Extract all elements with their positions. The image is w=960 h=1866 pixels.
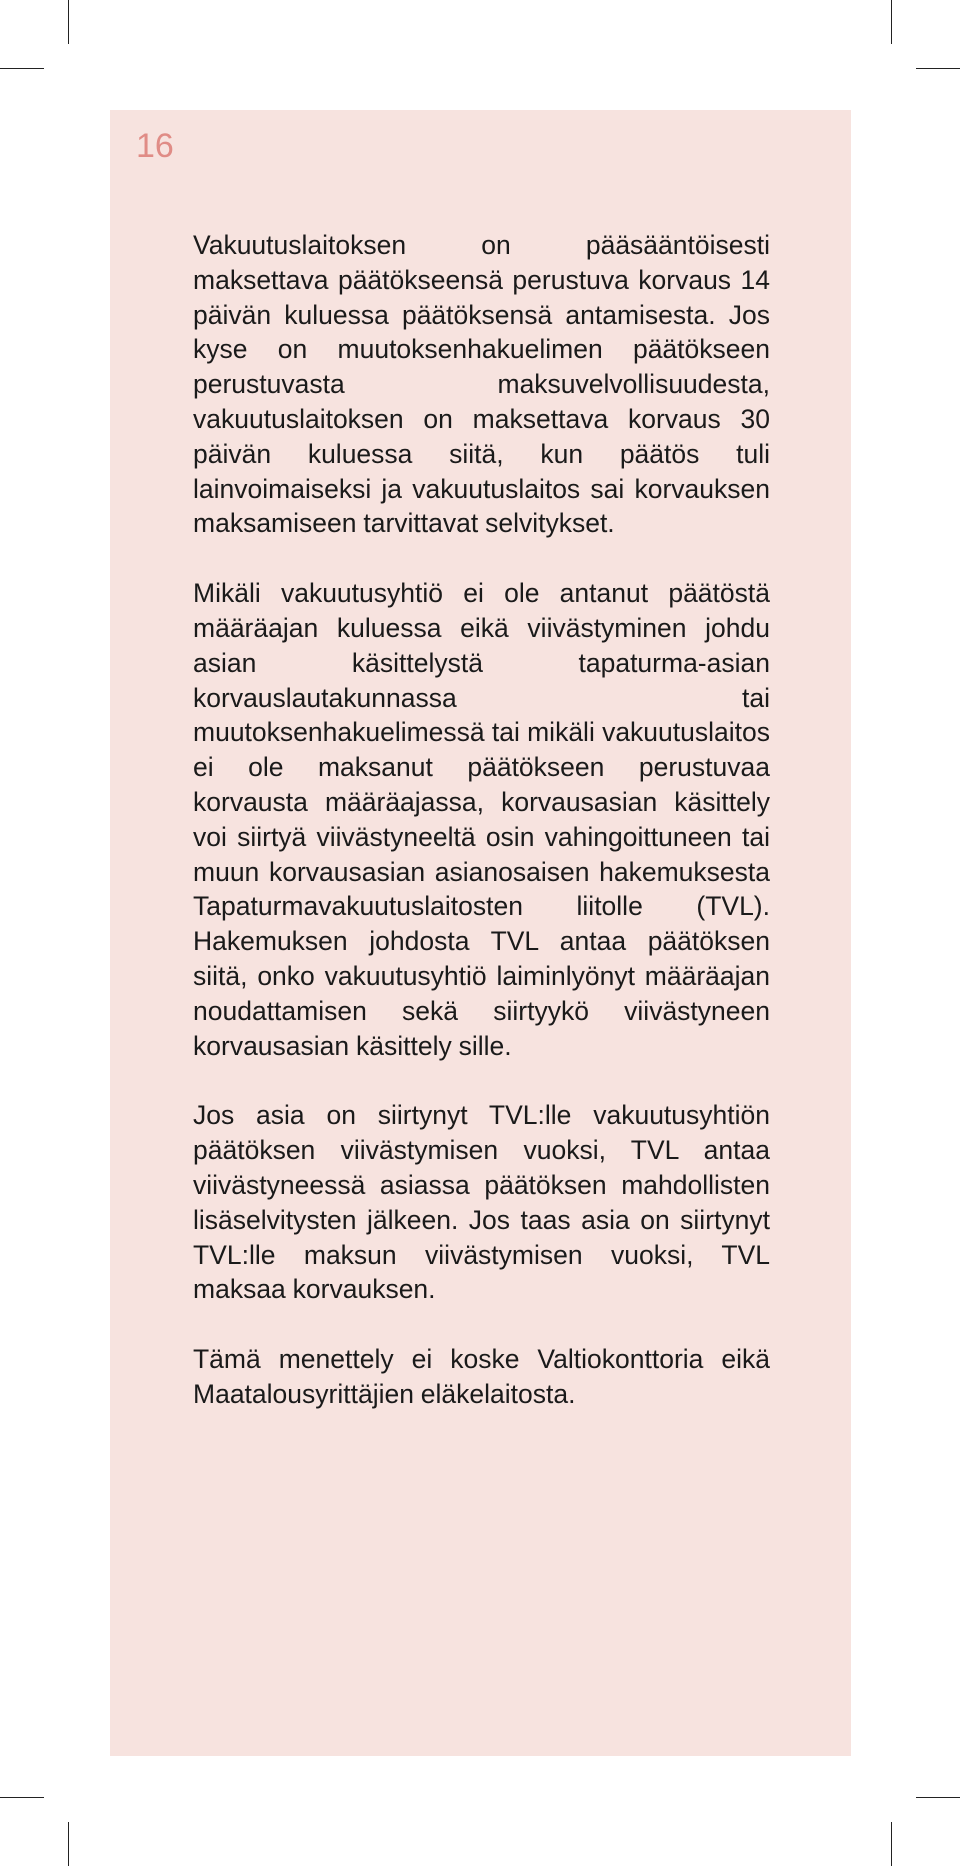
page-number: 16 xyxy=(136,127,174,165)
crop-mark-bottom-left xyxy=(0,1797,44,1798)
crop-mark-bottom-left xyxy=(68,1822,69,1866)
paragraph: Vakuutuslaitoksen on pääsääntöisesti maksettava päätökseensä perustuva korvaus 14 päivän kuluessa päätöksensä antamisesta. Jos kyse on muutoksenhakuelimen päätökseen perustuvasta maksuvelvollisuudesta, vakuutuslaitoksen on maksettava korvaus 30 päivän kuluessa siitä, kun päätös tuli lainvoimaiseksi ja vakuutuslaitos sai korvauksen maksamiseen tarvittavat selvitykset. xyxy=(193,230,770,539)
crop-mark-top-right xyxy=(891,0,892,44)
paragraph: Jos asia on siirtynyt TVL:lle vakuutusyhtiön päätöksen viivästymisen vuoksi, TVL antaa viivästyneessä asiassa päätöksen mahdollisten lisäselvitysten jälkeen. Jos taas asia on siirtynyt TVL:lle maksun viivästymisen vuoksi, TVL maksaa korvauksen. xyxy=(193,1100,770,1305)
crop-mark-bottom-right xyxy=(891,1822,892,1866)
crop-mark-top-left xyxy=(68,0,69,44)
crop-mark-top-right xyxy=(916,68,960,69)
body-text xyxy=(193,228,770,1412)
paragraph: Mikäli vakuutusyhtiö ei ole antanut päätöstä määräajan kuluessa eikä viivästyminen johdu asian käsittelystä tapaturma-asian korvauslautakunnassa tai muutoksenhakuelimessä tai mikäli vakuutuslaitos ei ole maksanut päätökseen perustuvaa korvausta määräajassa, korvausasian käsittely voi siirtyä viivästyneeltä osin vahingoittuneen tai muun korvausasian asianosaisen hakemuksesta Tapaturmavakuutuslaitosten liitolle (TVL). Hakemuksen johdosta TVL antaa päätöksen siitä, onko vakuutusyhtiö laiminlyönyt määräajan noudattamisen sekä siirtyykö viivästyneen korvausasian käsittely sille. xyxy=(193,578,770,1061)
paragraph: Tämä menettely ei koske Valtiokonttoria eikä Maatalousyrittäjien eläkelaitosta. xyxy=(193,1344,770,1409)
crop-mark-top-left xyxy=(0,68,44,69)
crop-mark-bottom-right xyxy=(916,1797,960,1798)
